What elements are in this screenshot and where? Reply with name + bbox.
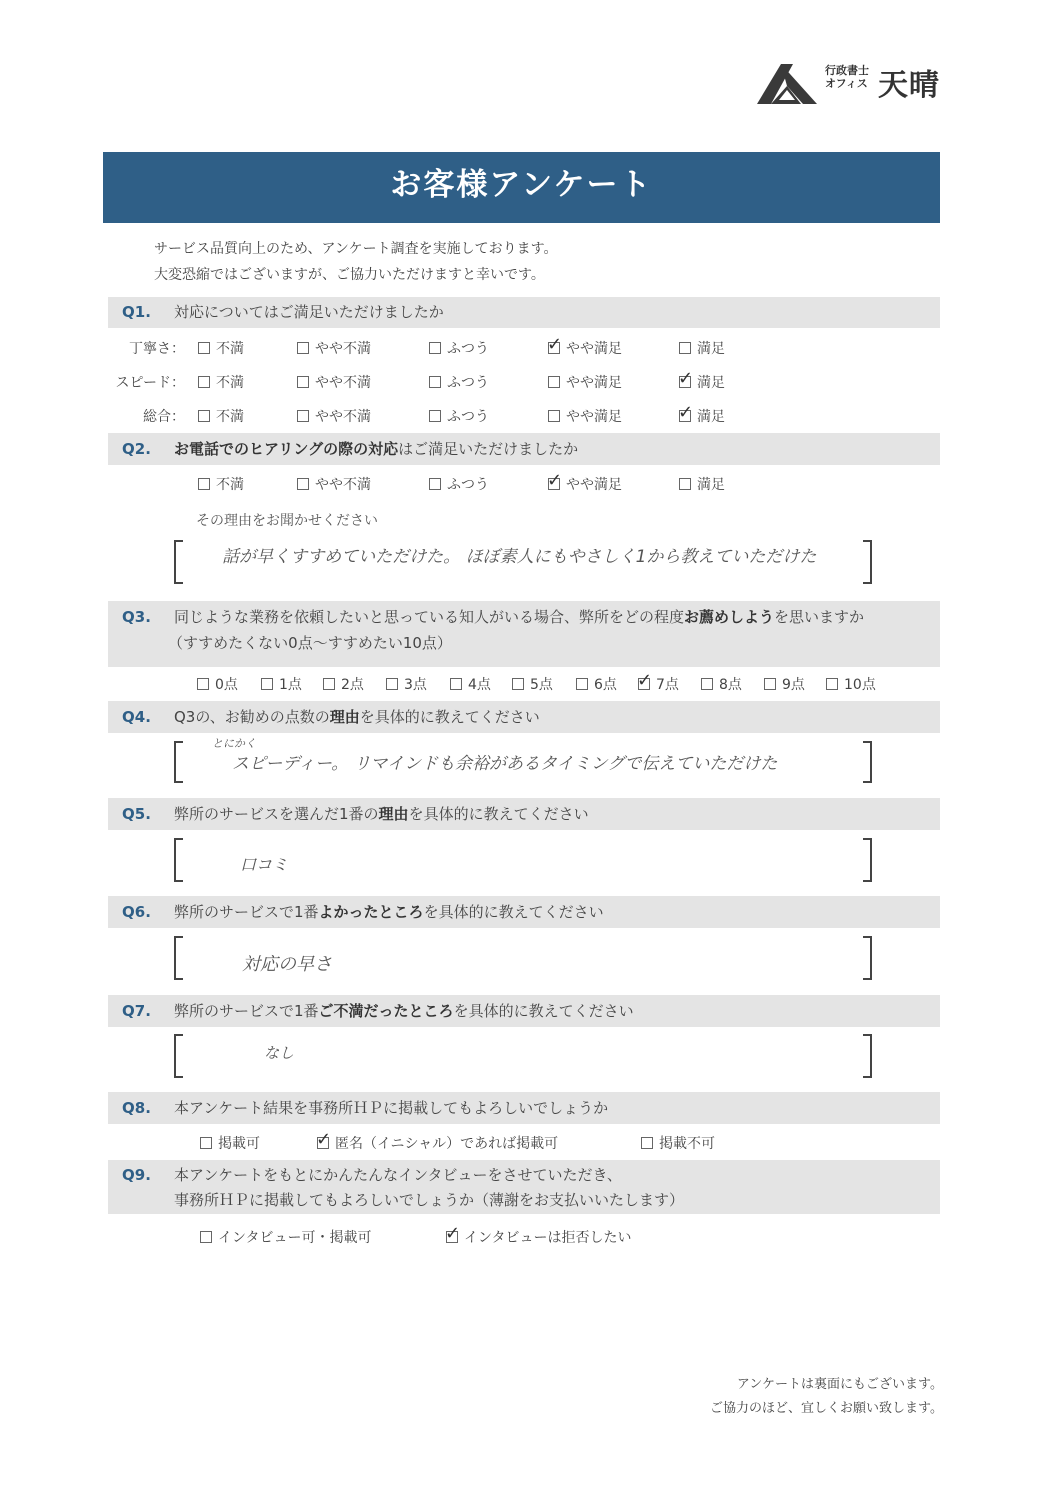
q3-score-option[interactable] bbox=[638, 674, 679, 694]
checkbox-checked-icon[interactable] bbox=[446, 1231, 458, 1243]
q1-text: 対応についてはご満足いただけましたか bbox=[174, 303, 444, 321]
checkbox-icon[interactable] bbox=[679, 478, 691, 490]
option-label: 6点 bbox=[594, 677, 617, 693]
q7-answer-text: なし bbox=[264, 1044, 295, 1062]
q7-bar bbox=[108, 995, 940, 1027]
q3-text-a: 同じような業務を依頼したいと思っている知人がいる場合、弊所をどの程度 bbox=[174, 608, 685, 626]
option-label: 不満 bbox=[216, 477, 244, 493]
q3-text-b: を思いますか bbox=[774, 608, 865, 626]
checkbox-icon[interactable] bbox=[548, 410, 560, 422]
q3-score-option[interactable] bbox=[323, 674, 364, 694]
checkbox-checked-icon[interactable] bbox=[638, 678, 650, 690]
q8-bar bbox=[108, 1092, 940, 1124]
q8-text: 本アンケート結果を事務所ＨＰに掲載してもよろしいでしょうか bbox=[174, 1099, 609, 1117]
q3-score-option[interactable] bbox=[701, 674, 742, 694]
q3-text-line2: （すすめたくない0点～すすめたい10点） bbox=[168, 634, 452, 652]
logo-name: 天晴 bbox=[878, 68, 940, 103]
q4-number: Q4. bbox=[122, 708, 151, 726]
q1-number: Q1. bbox=[122, 303, 151, 321]
q3-score-option[interactable] bbox=[512, 674, 553, 694]
option-label: 7点 bbox=[656, 677, 679, 693]
checkbox-icon[interactable] bbox=[297, 342, 309, 354]
q1-option[interactable] bbox=[198, 372, 244, 392]
option-label: 不満 bbox=[216, 409, 244, 425]
logo-sub-line2: オフィス bbox=[825, 77, 868, 90]
q1-option[interactable] bbox=[297, 406, 371, 426]
q6-text-a: 弊所のサービスで1番 bbox=[174, 903, 319, 921]
option-label: 不満 bbox=[216, 375, 244, 391]
q1-option[interactable] bbox=[548, 372, 622, 392]
q3-score-option[interactable] bbox=[261, 674, 302, 694]
q7-number: Q7. bbox=[122, 1002, 151, 1020]
checkbox-icon[interactable] bbox=[429, 342, 441, 354]
option-label: 1点 bbox=[279, 677, 302, 693]
option-label: 掲載可 bbox=[218, 1136, 260, 1152]
q1-row-label: 総合： bbox=[143, 409, 185, 425]
option-label: ふつう bbox=[447, 409, 489, 425]
q4-answer-text: スピーディー。 リマインドも余裕があるタイミングで伝えていただけた bbox=[232, 754, 778, 774]
checkbox-icon[interactable] bbox=[198, 342, 210, 354]
q6-bar bbox=[108, 896, 940, 928]
option-label: やや不満 bbox=[315, 409, 371, 425]
checkbox-icon[interactable] bbox=[386, 678, 398, 690]
q8-option[interactable] bbox=[641, 1133, 715, 1153]
checkbox-icon[interactable] bbox=[323, 678, 335, 690]
q4-answer-note: とにかく bbox=[212, 737, 256, 750]
option-label: 満足 bbox=[697, 341, 725, 357]
option-label: やや満足 bbox=[566, 409, 622, 425]
q7-text-a: 弊所のサービスで1番 bbox=[174, 1002, 319, 1020]
checkbox-icon[interactable] bbox=[297, 478, 309, 490]
option-label: やや満足 bbox=[566, 375, 622, 391]
option-label: 4点 bbox=[468, 677, 491, 693]
logo-subtitle bbox=[825, 64, 869, 90]
option-label: ふつう bbox=[447, 477, 489, 493]
q1-option[interactable] bbox=[679, 372, 725, 392]
option-label: 9点 bbox=[782, 677, 805, 693]
q2-answer-text: 話が早くすすめていただけた。 ほぼ素人にもやさしく1から教えていただけた bbox=[222, 547, 817, 567]
q1-row-label: スピード： bbox=[115, 375, 185, 391]
checkbox-checked-icon[interactable] bbox=[679, 376, 691, 388]
q4-text-bold: 理由 bbox=[329, 708, 360, 726]
q2-option[interactable] bbox=[679, 474, 725, 494]
q5-bar bbox=[108, 798, 940, 830]
bracket-right bbox=[863, 540, 872, 584]
q8-option[interactable] bbox=[317, 1133, 558, 1153]
checkbox-icon[interactable] bbox=[429, 376, 441, 388]
q2-text-bold: お電話でのヒアリングの際の対応 bbox=[174, 440, 399, 458]
q1-option[interactable] bbox=[429, 406, 489, 426]
checkbox-icon[interactable] bbox=[297, 410, 309, 422]
checkbox-icon[interactable] bbox=[198, 376, 210, 388]
checkbox-icon[interactable] bbox=[200, 1231, 212, 1243]
checkbox-icon[interactable] bbox=[198, 478, 210, 490]
q9-option[interactable] bbox=[446, 1227, 631, 1247]
option-label: 0点 bbox=[215, 677, 238, 693]
q3-score-option[interactable] bbox=[197, 674, 238, 694]
option-label: 10点 bbox=[844, 677, 876, 693]
q9-option[interactable] bbox=[200, 1227, 371, 1247]
checkbox-checked-icon[interactable] bbox=[679, 410, 691, 422]
q4-answer-box[interactable] bbox=[174, 737, 872, 779]
footer-line-1: アンケートは裏面にもございます。 bbox=[736, 1377, 943, 1392]
q1-option[interactable] bbox=[297, 338, 371, 358]
checkbox-checked-icon[interactable] bbox=[548, 478, 560, 490]
q8-option[interactable] bbox=[200, 1133, 260, 1153]
option-label: 2点 bbox=[341, 677, 364, 693]
checkbox-checked-icon[interactable] bbox=[317, 1137, 329, 1149]
bracket-right bbox=[863, 741, 872, 783]
option-label: 満足 bbox=[697, 409, 725, 425]
option-label: 8点 bbox=[719, 677, 742, 693]
q3-bar bbox=[108, 601, 940, 667]
q5-answer-box[interactable] bbox=[174, 838, 872, 878]
q2-number: Q2. bbox=[122, 440, 151, 458]
q6-answer-box[interactable] bbox=[174, 936, 872, 976]
q5-number: Q5. bbox=[122, 805, 151, 823]
bracket-left bbox=[174, 1034, 183, 1078]
q9-text-line2: 事務所ＨＰに掲載してもよろしいでしょうか（薄謝をお支払いいたします） bbox=[174, 1191, 685, 1209]
bracket-left bbox=[174, 936, 183, 980]
q2-bar bbox=[108, 433, 940, 465]
q6-number: Q6. bbox=[122, 903, 151, 921]
bracket-left bbox=[174, 540, 183, 584]
q2-option[interactable] bbox=[429, 474, 489, 494]
option-label: やや満足 bbox=[566, 477, 622, 493]
q1-option[interactable] bbox=[198, 406, 244, 426]
bracket-right bbox=[863, 936, 872, 980]
bracket-left bbox=[174, 838, 183, 882]
checkbox-icon[interactable] bbox=[679, 342, 691, 354]
option-label: インタビュー可・掲載可 bbox=[218, 1230, 372, 1246]
checkbox-icon[interactable] bbox=[826, 678, 838, 690]
q3-score-option[interactable] bbox=[764, 674, 805, 694]
q5-answer-text: 口コミ bbox=[240, 855, 289, 874]
checkbox-icon[interactable] bbox=[200, 1137, 212, 1149]
checkbox-icon[interactable] bbox=[198, 410, 210, 422]
q9-text-line1: 本アンケートをもとにかんたんなインタビューをさせていただき、 bbox=[174, 1166, 622, 1184]
option-label: ふつう bbox=[447, 341, 489, 357]
option-label: 3点 bbox=[404, 677, 427, 693]
checkbox-icon[interactable] bbox=[641, 1137, 653, 1149]
q5-text-bold: 理由 bbox=[378, 805, 409, 823]
logo-mark-icon bbox=[757, 60, 819, 104]
q1-row-label: 丁寧さ： bbox=[129, 341, 185, 357]
checkbox-icon[interactable] bbox=[764, 678, 776, 690]
q1-option[interactable] bbox=[548, 406, 622, 426]
q1-option[interactable] bbox=[198, 338, 244, 358]
option-label: 不満 bbox=[216, 341, 244, 357]
option-label: やや不満 bbox=[315, 375, 371, 391]
checkbox-icon[interactable] bbox=[197, 678, 209, 690]
q5-text-a: 弊所のサービスを選んだ1番の bbox=[174, 805, 379, 823]
checkbox-icon[interactable] bbox=[512, 678, 524, 690]
q2-text-rest: はご満足いただけましたか bbox=[398, 440, 579, 458]
q3-score-option[interactable] bbox=[450, 674, 491, 694]
checkbox-icon[interactable] bbox=[548, 376, 560, 388]
q2-option[interactable] bbox=[297, 474, 371, 494]
q1-option[interactable] bbox=[429, 372, 489, 392]
q7-answer-box[interactable] bbox=[174, 1034, 872, 1074]
q3-number: Q3. bbox=[122, 608, 151, 626]
option-label: 匿名（イニシャル）であれば掲載可 bbox=[335, 1136, 559, 1152]
q4-text-a: Q3の、お勧めの点数の bbox=[174, 708, 330, 726]
q2-option[interactable] bbox=[548, 474, 622, 494]
q1-option[interactable] bbox=[548, 338, 622, 358]
option-label: やや満足 bbox=[566, 341, 622, 357]
q6-text-b: を具体的に教えてください bbox=[423, 903, 604, 921]
q3-score-option[interactable] bbox=[576, 674, 617, 694]
footer-line-2: ご協力のほど、宜しくお願い致します。 bbox=[710, 1401, 943, 1416]
q3-score-option[interactable] bbox=[826, 674, 876, 694]
option-label: 満足 bbox=[697, 375, 725, 391]
checkbox-icon[interactable] bbox=[429, 478, 441, 490]
option-label: 5点 bbox=[530, 677, 553, 693]
checkbox-icon[interactable] bbox=[450, 678, 462, 690]
q1-option[interactable] bbox=[679, 338, 725, 358]
q1-option[interactable] bbox=[429, 338, 489, 358]
option-label: やや不満 bbox=[315, 341, 371, 357]
q4-text-b: を具体的に教えてください bbox=[359, 708, 540, 726]
q9-number: Q9. bbox=[122, 1166, 151, 1184]
office-logo bbox=[757, 60, 947, 110]
option-label: インタビューは拒否したい bbox=[464, 1230, 632, 1246]
q2-option[interactable] bbox=[198, 474, 244, 494]
bracket-left bbox=[174, 741, 183, 783]
checkbox-checked-icon[interactable] bbox=[548, 342, 560, 354]
q5-text-b: を具体的に教えてください bbox=[408, 805, 589, 823]
checkbox-icon[interactable] bbox=[297, 376, 309, 388]
option-label: 掲載不可 bbox=[659, 1136, 715, 1152]
q7-text-bold: ご不満だったところ bbox=[318, 1002, 454, 1020]
q1-option[interactable] bbox=[297, 372, 371, 392]
q6-answer-text: 対応の早さ bbox=[242, 954, 332, 975]
q1-option[interactable] bbox=[679, 406, 725, 426]
q3-score-option[interactable] bbox=[386, 674, 427, 694]
option-label: ふつう bbox=[447, 375, 489, 391]
q7-text-b: を具体的に教えてください bbox=[453, 1002, 634, 1020]
checkbox-icon[interactable] bbox=[576, 678, 588, 690]
q2-answer-box[interactable] bbox=[174, 540, 872, 580]
q8-number: Q8. bbox=[122, 1099, 151, 1117]
q4-bar bbox=[108, 701, 940, 733]
intro-line-2: 大変恐縮ではございますが、ご協力いただけますと幸いです。 bbox=[154, 267, 545, 283]
q1-bar bbox=[108, 297, 940, 328]
q2-reason-label: その理由をお聞かせください bbox=[196, 513, 378, 529]
option-label: やや不満 bbox=[315, 477, 371, 493]
bracket-right bbox=[863, 838, 872, 882]
checkbox-icon[interactable] bbox=[429, 410, 441, 422]
checkbox-icon[interactable] bbox=[701, 678, 713, 690]
checkbox-icon[interactable] bbox=[261, 678, 273, 690]
survey-title: お客様アンケート bbox=[103, 152, 940, 223]
option-label: 満足 bbox=[697, 477, 725, 493]
q3-text-bold: お薦めしよう bbox=[684, 608, 775, 626]
logo-sub-line1: 行政書士 bbox=[825, 64, 869, 77]
q9-bar bbox=[108, 1160, 940, 1214]
q6-text-bold: よかったところ bbox=[318, 903, 424, 921]
intro-line-1: サービス品質向上のため、アンケート調査を実施しております。 bbox=[154, 241, 558, 257]
bracket-right bbox=[863, 1034, 872, 1078]
